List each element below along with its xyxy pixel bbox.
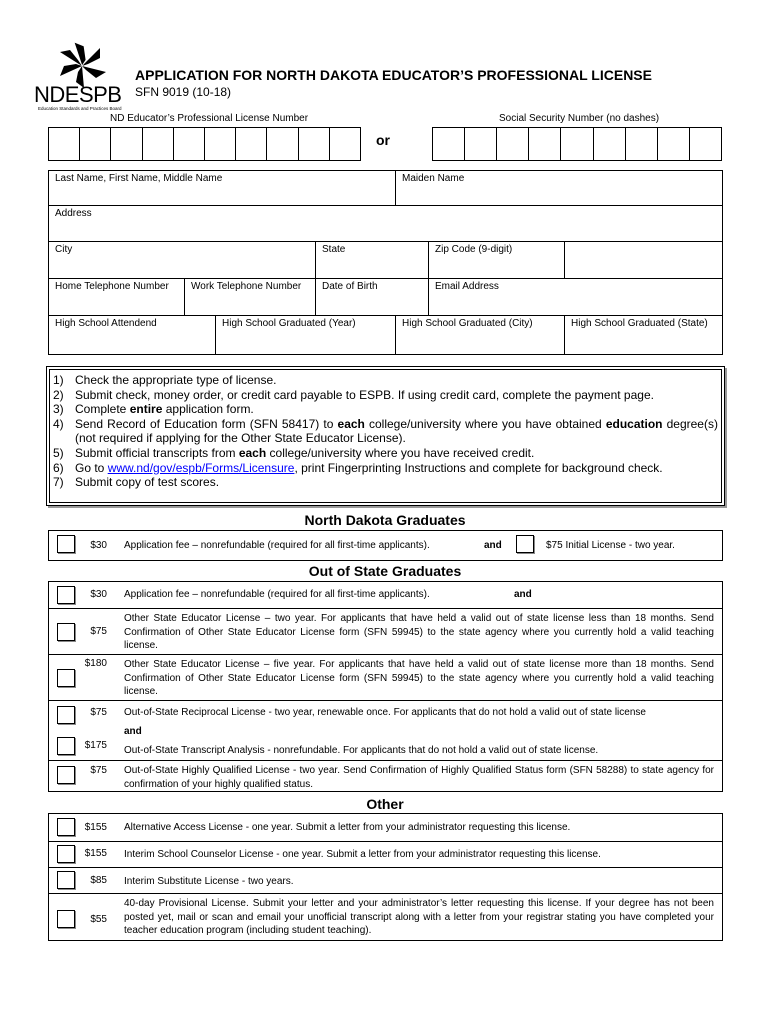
personal-info-table <box>48 170 723 355</box>
oos-fee-row <box>48 581 723 609</box>
logo-subtitle: Education Standards and Practices Board <box>38 106 122 111</box>
logo-wordmark: NDESPB <box>34 82 122 107</box>
city-field[interactable] <box>48 241 316 279</box>
home-phone-field[interactable] <box>48 278 185 316</box>
hs-city-field[interactable] <box>395 315 565 355</box>
name-field[interactable] <box>48 170 396 206</box>
nd-and-label: and <box>484 540 502 551</box>
instruction-item: 1) Check the appropriate type of license. <box>53 373 277 387</box>
maiden-label: Maiden Name <box>402 173 465 184</box>
digit-box[interactable] <box>236 128 267 160</box>
dob-label: Date of Birth <box>322 281 378 292</box>
other-row <box>48 867 723 894</box>
address-label: Address <box>55 208 92 219</box>
oos-row <box>48 608 723 655</box>
out-of-state-title: Out of State Graduates <box>308 563 462 579</box>
other-row <box>48 813 723 842</box>
oos-amount: $75 <box>90 765 107 776</box>
name-label: Last Name, First Name, Middle Name <box>55 173 223 184</box>
oos-reciprocal-row <box>48 700 723 761</box>
other-desc: Interim School Counselor License - one year. Submit a letter from your administrator requesting this license. <box>124 849 601 860</box>
oos-row <box>48 760 723 792</box>
ssn-input[interactable] <box>432 127 722 161</box>
other-desc: Alternative Access License - one year. Submit a letter from your administrator requesting this license. <box>124 822 571 833</box>
hs-state-field[interactable] <box>564 315 723 355</box>
instructions-box <box>46 366 725 506</box>
hs-year-label: High School Graduated (Year) <box>222 318 356 329</box>
other-row <box>48 841 723 868</box>
digit-box[interactable] <box>626 128 658 160</box>
zip-extension-field[interactable] <box>564 241 723 279</box>
digit-box[interactable] <box>299 128 330 160</box>
licensure-link[interactable]: www.nd/gov/espb/Forms/Licensure <box>107 460 295 475</box>
zip-label: Zip Code (9-digit) <box>435 244 513 255</box>
other-amount: $155 <box>84 848 107 859</box>
dob-field[interactable] <box>315 278 429 316</box>
oos-desc: Out-of-State Highly Qualified License - two year. Send Confirmation of Highly Qualified Status form (SFN 58288) to state agency for confirmation of your highly qualified status. <box>124 765 714 790</box>
nd-fee-desc: Application fee – nonrefundable (required for all first-time applicants). <box>124 540 430 551</box>
digit-box[interactable] <box>658 128 690 160</box>
digit-box[interactable] <box>111 128 142 160</box>
nd-initial-desc: $75 Initial License - two year. <box>546 540 675 551</box>
oos-desc: Out-of-State Reciprocal License - two year, renewable once. For applicants that do not hold a valid out of state license <box>124 707 646 718</box>
hs-state-label: High School Graduated (State) <box>571 318 708 329</box>
oos-and-label: and <box>514 589 532 600</box>
work-phone-label: Work Telephone Number <box>191 281 302 292</box>
digit-box[interactable] <box>205 128 236 160</box>
address-field[interactable] <box>48 205 723 242</box>
oos-checkbox[interactable] <box>57 669 75 687</box>
other-amount: $85 <box>90 875 107 886</box>
digit-box[interactable] <box>690 128 721 160</box>
form-number: SFN 9019 (10-18) <box>135 85 232 99</box>
other-row <box>48 893 723 941</box>
instruction-item: 3) Complete entire application form. <box>53 402 254 417</box>
nd-initial-checkbox[interactable] <box>516 535 534 553</box>
hs-attended-label: High School Attendend <box>55 318 157 329</box>
digit-box[interactable] <box>49 128 80 160</box>
digit-box[interactable] <box>529 128 561 160</box>
digit-box[interactable] <box>80 128 111 160</box>
work-phone-field[interactable] <box>184 278 316 316</box>
or-label: or <box>376 132 390 148</box>
oos-desc: Out-of-State Transcript Analysis - nonrefundable. For applicants that do not hold a valid out of state license. <box>124 745 599 756</box>
state-field[interactable] <box>315 241 429 279</box>
hs-attended-field[interactable] <box>48 315 216 355</box>
instruction-item: 4) Send Record of Education form (SFN 58417) to each college/university where you have obtained education degree(s) (not required if applying for the Other State Educator License). <box>53 416 718 446</box>
oos-amount: $175 <box>84 740 107 751</box>
oos-between-and: and <box>124 726 142 737</box>
form-title: APPLICATION FOR NORTH DAKOTA EDUCATOR’S PROFESSIONAL LICENSE <box>135 67 652 83</box>
other-desc: Interim Substitute License - two years. <box>124 876 294 887</box>
license-number-input[interactable] <box>48 127 361 161</box>
nd-fee-amount: $30 <box>90 540 107 551</box>
digit-box[interactable] <box>465 128 497 160</box>
license-number-label: ND Educator’s Professional License Number <box>110 113 309 124</box>
instruction-item: 7) Submit copy of test scores. <box>53 475 220 490</box>
oos-fee-amount: $30 <box>90 589 107 600</box>
oos-desc: Other State Educator License – two year. For applicants that have held a valid out of state license less than 18 months. Send Confirmation of Other State Educator License form (SFN 59945) to the state agency where you currently hold a valid teaching license. <box>124 613 714 651</box>
digit-box[interactable] <box>433 128 465 160</box>
nd-fee-row <box>48 530 723 561</box>
instruction-item: 5) Submit official transcripts from each college/university where you have received credit. <box>53 445 535 460</box>
hs-year-field[interactable] <box>215 315 396 355</box>
nd-graduates-title: North Dakota Graduates <box>304 512 466 528</box>
oos-desc: Other State Educator License – five year. For applicants that have held a valid out of state license more than 18 months. Send Confirmation of Other State Educator License form (SFN 59945) to the state agency where you currently hold a valid teaching license. <box>124 659 714 697</box>
other-amount: $155 <box>84 822 107 833</box>
instruction-item: 2) Submit check, money order, or credit card payable to ESPB. If using credit card, complete the payment page. <box>53 387 654 402</box>
other-title: Other <box>366 796 404 812</box>
city-label: City <box>55 244 73 255</box>
other-desc: 40-day Provisional License. Submit your letter and your administrator’s letter requesting this license. If your degree has not been posted yet, mail or scan and email your unofficial transcript along with a letter from your registrar stating you have completed your teacher education program (including student teaching). <box>124 898 714 936</box>
ndespb-logo <box>32 40 132 116</box>
maiden-name-field[interactable] <box>395 170 723 206</box>
digit-box[interactable] <box>143 128 174 160</box>
ssn-label: Social Security Number (no dashes) <box>499 113 660 124</box>
instruction-item: 6) Go to www.nd/gov/espb/Forms/Licensure, print Fingerprinting Instructions and complete for background check. <box>53 460 663 475</box>
email-field[interactable] <box>428 278 723 316</box>
zip-field[interactable] <box>428 241 565 279</box>
oos-fee-desc: Application fee – nonrefundable (required for all first-time applicants). <box>124 589 430 600</box>
oos-amount: $75 <box>90 626 107 637</box>
other-amount: $55 <box>90 914 107 925</box>
state-label: State <box>322 244 346 255</box>
digit-box[interactable] <box>330 128 360 160</box>
oos-amount: $180 <box>84 658 107 669</box>
hs-city-label: High School Graduated (City) <box>402 318 533 329</box>
digit-box[interactable] <box>594 128 626 160</box>
digit-box[interactable] <box>267 128 298 160</box>
oos-row <box>48 654 723 701</box>
email-label: Email Address <box>435 281 499 292</box>
home-phone-label: Home Telephone Number <box>55 281 169 292</box>
digit-box[interactable] <box>174 128 205 160</box>
digit-box[interactable] <box>497 128 529 160</box>
digit-box[interactable] <box>561 128 593 160</box>
oos-amount: $75 <box>90 707 107 718</box>
